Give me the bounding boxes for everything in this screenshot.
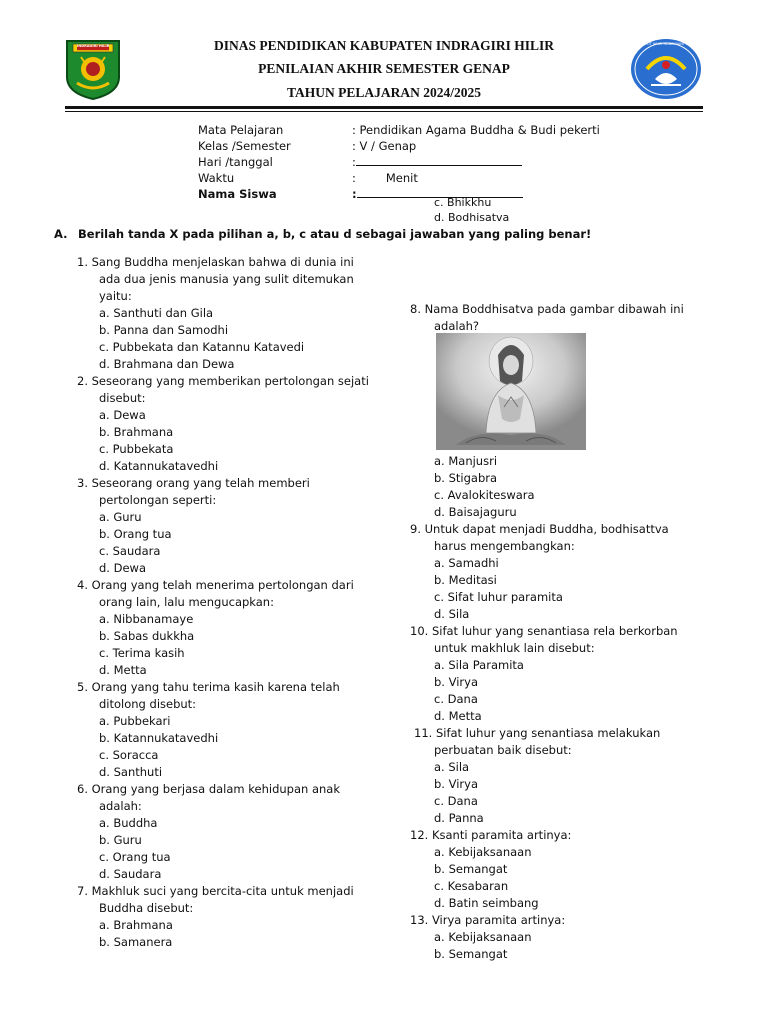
info-label: Waktu (198, 171, 235, 185)
question-text: 13. Virya paramita artinya: (410, 913, 566, 927)
answer-option[interactable]: a. Sila Paramita (434, 658, 524, 672)
answer-option: ditolong disebut: (99, 697, 197, 711)
question-text: 7. Makhluk suci yang bercita-cita untuk menjadi (77, 884, 354, 898)
info-label: Kelas /Semester (198, 139, 291, 153)
info-label: Hari /tanggal (198, 155, 273, 169)
answer-option[interactable]: c. Saudara (99, 544, 161, 558)
answer-option[interactable]: c. Dana (434, 794, 478, 808)
info-value: : V / Genap (352, 139, 417, 153)
answer-option[interactable]: b. Stigabra (434, 471, 498, 485)
header-line-2: PENILAIAN AKHIR SEMESTER GENAP (258, 61, 510, 76)
answer-option[interactable]: c. Pubbekata dan Katannu Katavedi (99, 340, 305, 354)
overlap-option-d: d. Bodhisatva (434, 211, 510, 224)
answer-option[interactable]: b. Meditasi (434, 573, 497, 587)
right-logo-text: TUT WURI HANDAYANI (645, 42, 684, 46)
info-label: Nama Siswa (198, 187, 277, 201)
info-value: : (352, 187, 357, 201)
bodhisattva-image (436, 333, 586, 450)
answer-option[interactable]: b. Virya (434, 777, 479, 791)
header-line-3: TAHUN PELAJARAN 2024/2025 (286, 85, 481, 100)
question-text: 5. Orang yang tahu terima kasih karena telah (77, 680, 340, 694)
answer-option[interactable]: a. Sila (434, 760, 470, 774)
answer-option[interactable]: d. Brahmana dan Dewa (99, 357, 235, 371)
answer-option[interactable]: b. Semangat (434, 862, 508, 876)
time-unit: Menit (385, 171, 418, 185)
answer-option: disebut: (99, 391, 146, 405)
answer-option[interactable]: a. Samadhi (434, 556, 499, 570)
info-label: Mata Pelajaran (198, 123, 284, 137)
answer-option[interactable]: a. Manjusri (434, 454, 498, 468)
answer-option[interactable]: b. Sabas dukkha (99, 629, 195, 643)
info-value: : (352, 171, 356, 185)
question-text: 1. Sang Buddha menjelaskan bahwa di dunia ini (77, 255, 354, 269)
answer-option[interactable]: d. Saudara (99, 867, 162, 881)
answer-option[interactable]: d. Panna (434, 811, 484, 825)
question-text: 8. Nama Boddhisatva pada gambar dibawah ini (410, 302, 684, 316)
question-text: 4. Orang yang telah menerima pertolongan dari (77, 578, 354, 592)
answer-option[interactable]: b. Brahmana (99, 425, 174, 439)
answer-option[interactable]: b. Samanera (99, 935, 173, 949)
answer-option[interactable]: a. Buddha (99, 816, 158, 830)
question-text: 6. Orang yang berjasa dalam kehidupan anak (77, 782, 341, 796)
answer-option: ada dua jenis manusia yang sulit ditemukan (99, 272, 354, 286)
section-letter: A. (54, 227, 68, 241)
header-rule-thin (65, 111, 703, 112)
answer-option[interactable]: c. Avalokiteswara (434, 488, 535, 502)
answer-option[interactable]: c. Dana (434, 692, 478, 706)
answer-option[interactable]: c. Sifat luhur paramita (434, 590, 563, 604)
answer-option: orang lain, lalu mengucapkan: (99, 595, 274, 609)
answer-option: harus mengembangkan: (434, 539, 575, 553)
question-text: 3. Seseorang orang yang telah memberi (77, 476, 310, 490)
info-value: : (352, 155, 356, 169)
answer-option[interactable]: a. Nibbanamaye (99, 612, 194, 626)
question-text: 10. Sifat luhur yang senantiasa rela berkorban (410, 624, 678, 638)
answer-option[interactable]: b. Orang tua (99, 527, 172, 541)
answer-option[interactable]: a. Santhuti dan Gila (99, 306, 214, 320)
question-text: 9. Untuk dapat menjadi Buddha, bodhisattva (410, 522, 669, 536)
answer-option[interactable]: a. Kebijaksanaan (434, 845, 532, 859)
answer-option[interactable]: d. Baisajaguru (434, 505, 517, 519)
answer-option: untuk makhluk lain disebut: (434, 641, 595, 655)
answer-option[interactable]: d. Santhuti (99, 765, 163, 779)
date-blank-line[interactable] (356, 156, 522, 166)
answer-option[interactable]: a. Guru (99, 510, 142, 524)
answer-option[interactable]: b. Guru (99, 833, 142, 847)
answer-option[interactable]: d. Sila (434, 607, 470, 621)
answer-option[interactable]: a. Kebijaksanaan (434, 930, 532, 944)
overlap-option-c: c. Bhikkhu (434, 196, 492, 209)
answer-option[interactable]: c. Orang tua (99, 850, 171, 864)
answer-option[interactable]: d. Metta (434, 709, 482, 723)
answer-option: yaitu: (99, 289, 132, 303)
answer-option[interactable]: d. Batin seimbang (434, 896, 539, 910)
question-text: 12. Ksanti paramita artinya: (410, 828, 572, 842)
answer-option[interactable]: b. Semangat (434, 947, 508, 961)
question-text: 11. Sifat luhur yang senantiasa melakukan (414, 726, 661, 740)
answer-option: pertolongan seperti: (99, 493, 217, 507)
answer-option: adalah: (99, 799, 142, 813)
answer-option[interactable]: c. Terima kasih (99, 646, 185, 660)
answer-option[interactable]: c. Pubbekata (99, 442, 174, 456)
answer-option[interactable]: d. Dewa (99, 561, 146, 575)
answer-option[interactable]: a. Dewa (99, 408, 146, 422)
left-logo-text: INDRAGIRI HILIR (77, 44, 110, 48)
answer-option: perbuatan baik disebut: (434, 743, 572, 757)
answer-option[interactable]: c. Soracca (99, 748, 159, 762)
answer-option[interactable]: c. Kesabaran (434, 879, 509, 893)
answer-option[interactable]: b. Virya (434, 675, 479, 689)
answer-option[interactable]: d. Katannukatavedhi (99, 459, 219, 473)
info-value: : Pendidikan Agama Buddha & Budi pekerti (352, 123, 600, 137)
instruction-text: Berilah tanda X pada pilihan a, b, c atau d sebagai jawaban yang paling benar! (78, 227, 592, 241)
answer-option[interactable]: d. Metta (99, 663, 147, 677)
header-line-1: DINAS PENDIDIKAN KABUPATEN INDRAGIRI HILIR (213, 38, 555, 53)
answer-option[interactable]: b. Katannukatavedhi (99, 731, 219, 745)
header-rule-thick (65, 106, 703, 109)
answer-option[interactable]: b. Panna dan Samodhi (99, 323, 229, 337)
question-text: 2. Seseorang yang memberikan pertolongan sejati (77, 374, 369, 388)
answer-option[interactable]: a. Brahmana (99, 918, 173, 932)
answer-option[interactable]: a. Pubbekari (99, 714, 171, 728)
answer-option: adalah? (434, 319, 480, 333)
answer-option: Buddha disebut: (99, 901, 194, 915)
